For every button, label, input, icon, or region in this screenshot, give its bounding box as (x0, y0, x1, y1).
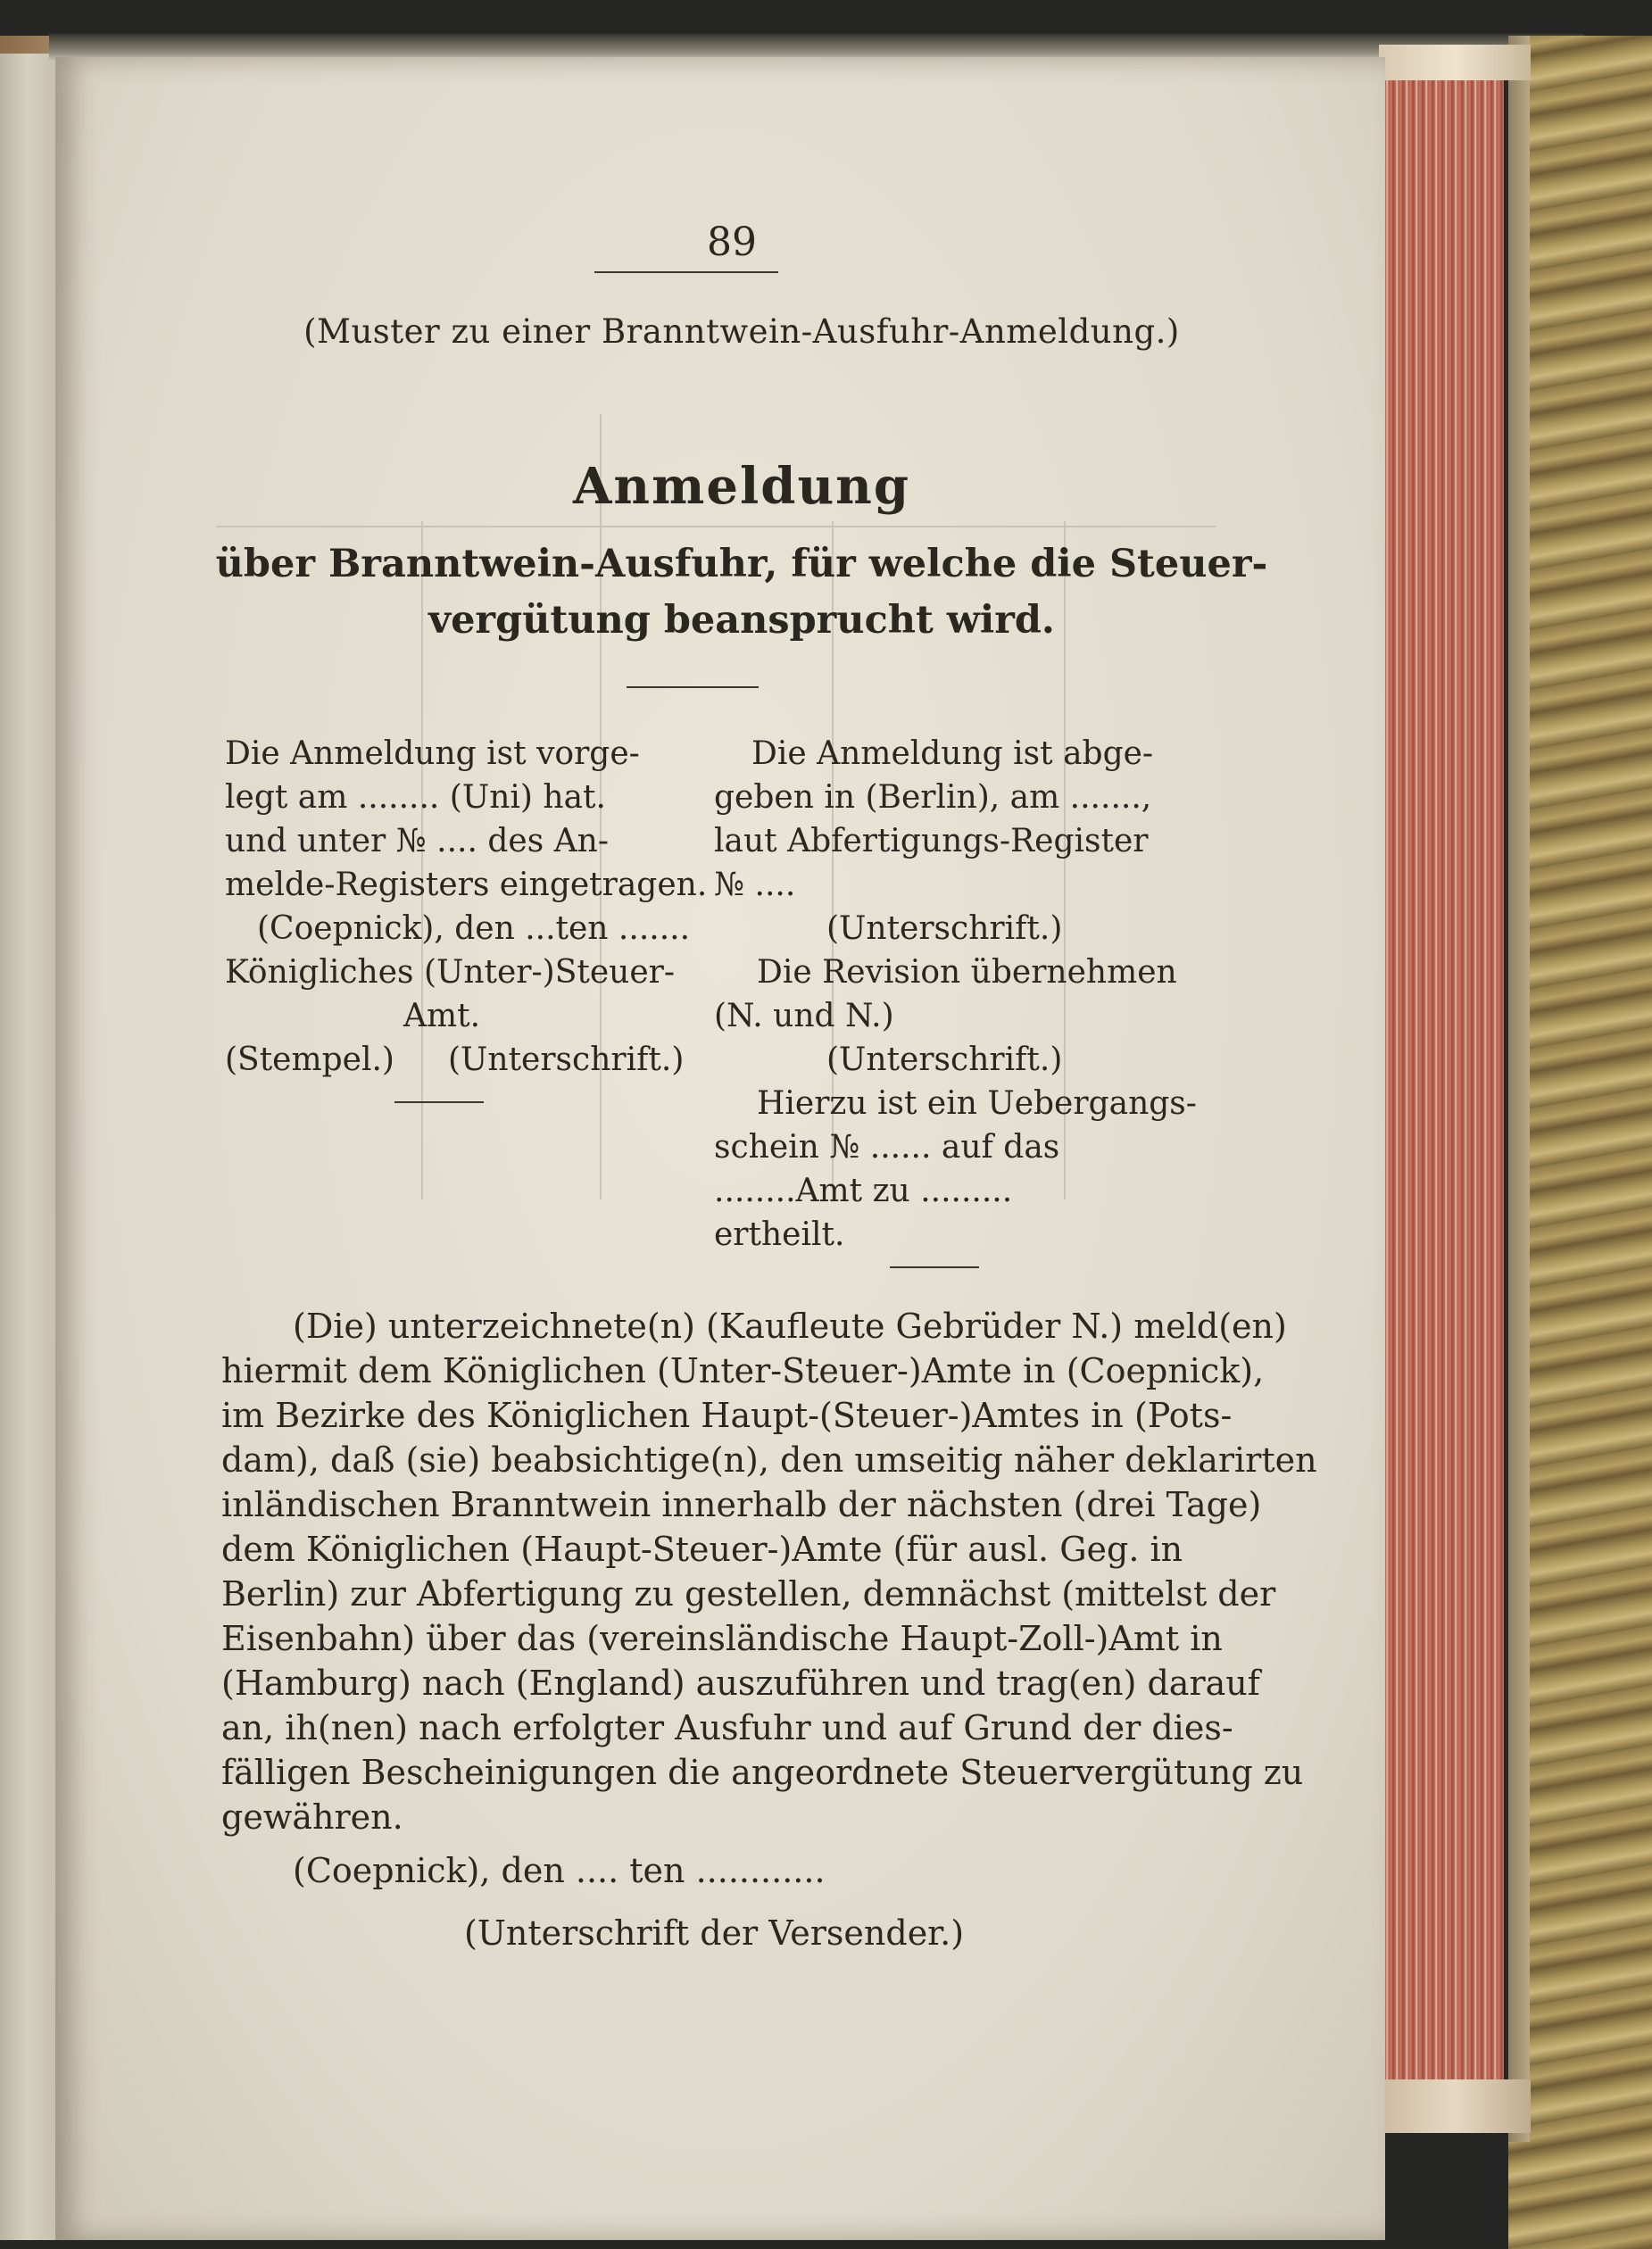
page-stack-red-edge (1379, 45, 1504, 2124)
heading-subtitle-line1: über Branntwein-Ausfuhr, für welche die Steuer- (215, 542, 1268, 586)
left-col-rule (394, 1101, 484, 1103)
right-col-line: schein № ...... auf das (714, 1129, 1060, 1166)
stamp-label: (Stempel.) (225, 1042, 394, 1078)
bleed-rule (216, 526, 1216, 527)
right-col-line: ........Amt zu ......... (714, 1173, 1013, 1209)
left-page-edge (0, 54, 55, 2240)
cover-inner-edge (1508, 36, 1530, 2142)
left-col-line: (Coepnick), den ...ten ....... (257, 910, 691, 947)
page-number: 89 (707, 220, 757, 265)
body-line: dam), daß (sie) beabsichtige(n), den umseitig näher deklarirten (221, 1440, 1317, 1480)
body-line: im Bezirke des Königlichen Haupt-(Steuer-)Amtes in (Pots- (221, 1396, 1233, 1435)
left-col-line: und unter № .... des An- (225, 823, 609, 859)
page-stack-top (1379, 45, 1531, 80)
heading-subtitle-line2: vergütung beansprucht wird. (428, 598, 1055, 643)
marbled-cover (1508, 36, 1652, 2249)
closing-place-date: (Coepnick), den .... ten ............ (293, 1851, 826, 1890)
body-line: an, ih(nen) nach erfolgter Ausfuhr und auf Grund der dies- (221, 1708, 1233, 1747)
body-line: Eisenbahn) über das (vereinsländische Haupt-Zoll-)Amt in (221, 1619, 1223, 1658)
right-col-line: Die Anmeldung ist abge- (751, 735, 1154, 772)
right-col-rule (890, 1266, 979, 1268)
right-col-line: geben in (Berlin), am ......., (714, 779, 1152, 816)
right-col-line: № .... (714, 867, 796, 903)
right-col-line: ertheilt. (714, 1216, 845, 1253)
right-col-line: laut Abfertigungs-Register (714, 823, 1149, 859)
body-line: hiermit dem Königlichen (Unter-Steuer-)Amte in (Coepnick), (221, 1351, 1265, 1390)
left-col-line: Die Anmeldung ist vorge- (225, 735, 640, 772)
left-col-line: Königliches (Unter-)Steuer- (225, 954, 675, 991)
body-line: Berlin) zur Abfertigung zu gestellen, demnächst (mittelst der (221, 1574, 1276, 1614)
right-col-line: (N. und N.) (714, 998, 894, 1034)
signature-label: (Unterschrift.) (448, 1042, 685, 1078)
body-line: fälligen Bescheinigungen die angeordnete Steuervergütung zu (221, 1753, 1304, 1792)
body-line: (Die) unterzeichnete(n) (Kaufleute Gebrüder N.) meld(en) (293, 1307, 1287, 1346)
left-col-line: melde-Registers eingetragen. (225, 867, 708, 903)
right-col-line: (Unterschrift.) (826, 910, 1063, 947)
right-col-line: Hierzu ist ein Uebergangs- (757, 1085, 1197, 1122)
page-content (55, 57, 1385, 2240)
body-line: gewähren. (221, 1797, 403, 1837)
right-col-line: Die Revision übernehmen (757, 954, 1177, 991)
closing-signature: (Unterschrift der Versender.) (464, 1913, 965, 1953)
body-line: (Hamburg) nach (England) auszuführen und trag(en) darauf (221, 1664, 1260, 1703)
form-caption: (Muster zu einer Branntwein-Ausfuhr-Anmeldung.) (303, 312, 1180, 351)
left-col-line: Amt. (403, 998, 481, 1034)
heading-rule (627, 686, 759, 688)
body-line: inländischen Branntwein innerhalb der nächsten (drei Tage) (221, 1485, 1262, 1524)
body-line: dem Königlichen (Haupt-Steuer-)Amte (für ausl. Geg. in (221, 1530, 1183, 1569)
right-col-line: (Unterschrift.) (826, 1042, 1063, 1078)
heading-title: Anmeldung (572, 457, 911, 516)
left-col-line: legt am ........ (Uni) hat. (225, 779, 606, 816)
page-number-rule (594, 271, 778, 273)
page-stack-bottom (1379, 2079, 1531, 2133)
